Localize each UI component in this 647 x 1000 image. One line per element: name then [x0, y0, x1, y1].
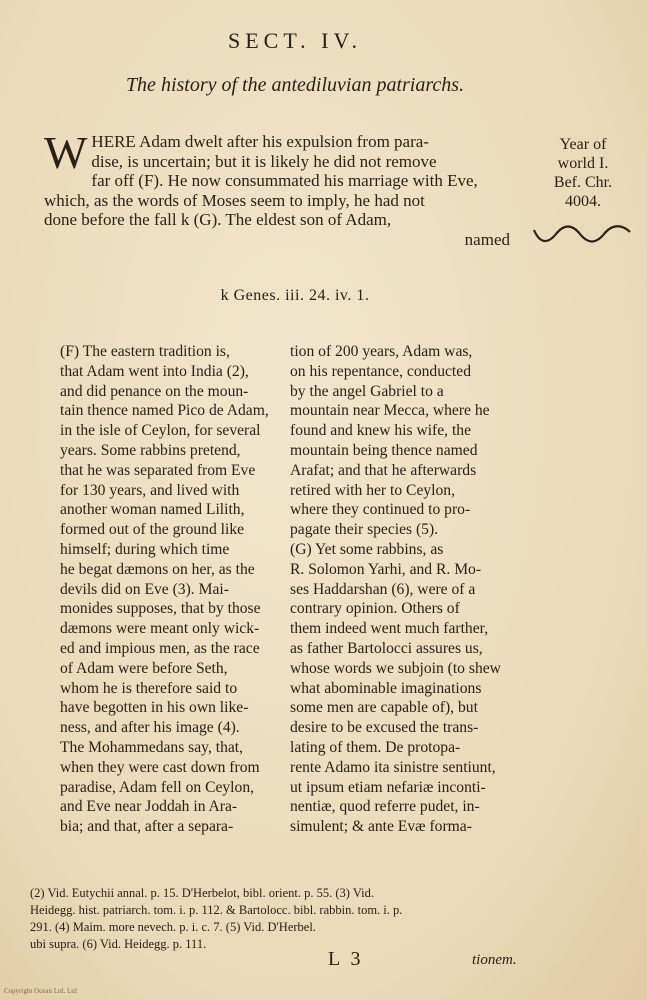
- column-line: another woman named Lilith,: [60, 501, 245, 519]
- lead-line: named: [464, 229, 510, 249]
- column-line: contrary opinion. Others of: [290, 600, 460, 618]
- footnote-line: 291. (4) Maim. more nevech. p. i. c. 7. (5) Vid. D'Herbel.: [30, 920, 316, 934]
- margin-line: 4004.: [565, 193, 601, 210]
- lead-line: HERE Adam dwelt after his expulsion from para-: [91, 132, 429, 151]
- ornament-swash-icon: [530, 222, 634, 244]
- column-line: that he was separated from Eve: [60, 461, 256, 479]
- column-line: for 130 years, and lived with: [60, 481, 240, 499]
- column-line: devils did on Eve (3). Mai-: [60, 580, 229, 598]
- column-line: he begat dæmons on her, as the: [60, 560, 255, 578]
- column-line: whom he is therefore said to: [60, 679, 238, 697]
- column-line: where they continued to pro-: [290, 501, 471, 519]
- column-line: ut ipsum etiam nefariæ inconti-: [290, 778, 486, 796]
- column-line: simulent; & ante Evæ forma-: [290, 818, 472, 836]
- footnote-reference: k Genes. iii. 24. iv. 1.: [220, 287, 370, 304]
- column-line: formed out of the ground like: [60, 521, 245, 539]
- column-line: years. Some rabbins pretend,: [60, 441, 241, 459]
- column-line: dæmons were meant only wick-: [60, 620, 260, 638]
- column-line: when they were cast down from: [60, 758, 260, 776]
- column-line: and Eve near Joddah in Ara-: [60, 798, 238, 816]
- column-line: desire to be excused the trans-: [290, 719, 479, 737]
- column-line: bia; and that, after a separa-: [60, 818, 234, 836]
- column-line: ses Haddarshan (6), were of a: [290, 580, 476, 598]
- column-line: (G) Yet some rabbins, as: [290, 540, 444, 558]
- column-line: tion of 200 years, Adam was,: [290, 343, 473, 360]
- column-line: Arafat; and that he afterwards: [290, 461, 477, 479]
- section-subtitle: The history of the antediluvian patriarchs.: [125, 74, 465, 96]
- catchword: tionem.: [472, 952, 517, 968]
- column-line: have begotten in his own like-: [60, 699, 249, 717]
- column-line: nentiæ, quod referre pudet, in-: [290, 798, 480, 816]
- lead-line: far off (F). He now consummated his marriage with Eve,: [91, 171, 478, 191]
- column-line: paradise, Adam fell on Ceylon,: [60, 778, 255, 796]
- column-line: mountain being thence named: [290, 441, 478, 459]
- column-line: and did penance on the moun-: [60, 382, 249, 400]
- column-line: The Mohammedans say, that,: [60, 738, 244, 756]
- right-note-column: [290, 342, 520, 837]
- margin-line: world I.: [557, 155, 609, 172]
- left-note-column: [60, 342, 270, 837]
- column-line: monides supposes, that by those: [60, 600, 261, 618]
- footnote-line: Heidegg. hist. patriarch. tom. i. p. 112. & Bartolocc. bibl. rabbin. tom. i. p.: [30, 903, 403, 917]
- column-line: pagate their species (5).: [290, 521, 439, 539]
- column-line: that Adam went into India (2),: [60, 362, 249, 380]
- column-line: some men are capable of), but: [290, 699, 478, 717]
- column-line: R. Solomon Yarhi, and R. Mo-: [290, 560, 482, 578]
- column-line: tain thence named Pico de Adam,: [60, 402, 269, 420]
- column-line: (F) The eastern tradition is,: [60, 343, 230, 360]
- column-line: as father Bartolocci assures us,: [290, 639, 483, 657]
- column-line: them indeed went much farther,: [290, 620, 489, 638]
- lead-line: which, as the words of Moses seem to imply, he had not: [44, 190, 425, 210]
- column-line: himself; during which time: [60, 540, 230, 558]
- margin-line: Year of: [559, 136, 607, 153]
- column-line: whose words we subjoin (to shew: [290, 659, 501, 677]
- column-line: in the isle of Ceylon, for several: [60, 422, 261, 440]
- folio-signature: L 3: [328, 948, 364, 970]
- column-line: what abominable imaginations: [290, 679, 482, 697]
- column-line: found and knew his wife, the: [290, 422, 472, 440]
- column-line: retired with her to Ceylon,: [290, 481, 455, 499]
- copyright-watermark: Copyright Ocean Ltd. Ltd: [4, 987, 77, 995]
- column-line: by the angel Gabriel to a: [290, 382, 444, 400]
- column-line: ed and impious men, as the race: [60, 639, 260, 657]
- lead-line: done before the fall k (G). The eldest son of Adam,: [44, 210, 392, 230]
- column-line: ness, and after his image (4).: [60, 719, 240, 737]
- footnotes: [30, 885, 570, 953]
- column-line: lating of them. De protopa-: [290, 738, 461, 756]
- column-line: rente Adamo ita sinistre sentiunt,: [290, 758, 496, 776]
- lead-line: dise, is uncertain; but it is likely he did not remove: [91, 151, 437, 171]
- column-line: of Adam were before Seth,: [60, 659, 228, 677]
- margin-line: Bef. Chr.: [553, 174, 613, 191]
- column-line: on his repentance, conducted: [290, 362, 471, 380]
- column-line: mountain near Mecca, where he: [290, 402, 490, 420]
- lead-paragraph: [44, 127, 510, 250]
- footnote-line: ubi supra. (6) Vid. Heidegg. p. 111.: [30, 937, 207, 951]
- footnote-line: (2) Vid. Eutychii annal. p. 15. D'Herbelot, bibl. orient. p. 55. (3) Vid.: [30, 886, 374, 900]
- drop-cap: W: [44, 127, 88, 178]
- section-heading: SECT. IV.: [227, 28, 363, 53]
- margin-note: [530, 135, 636, 211]
